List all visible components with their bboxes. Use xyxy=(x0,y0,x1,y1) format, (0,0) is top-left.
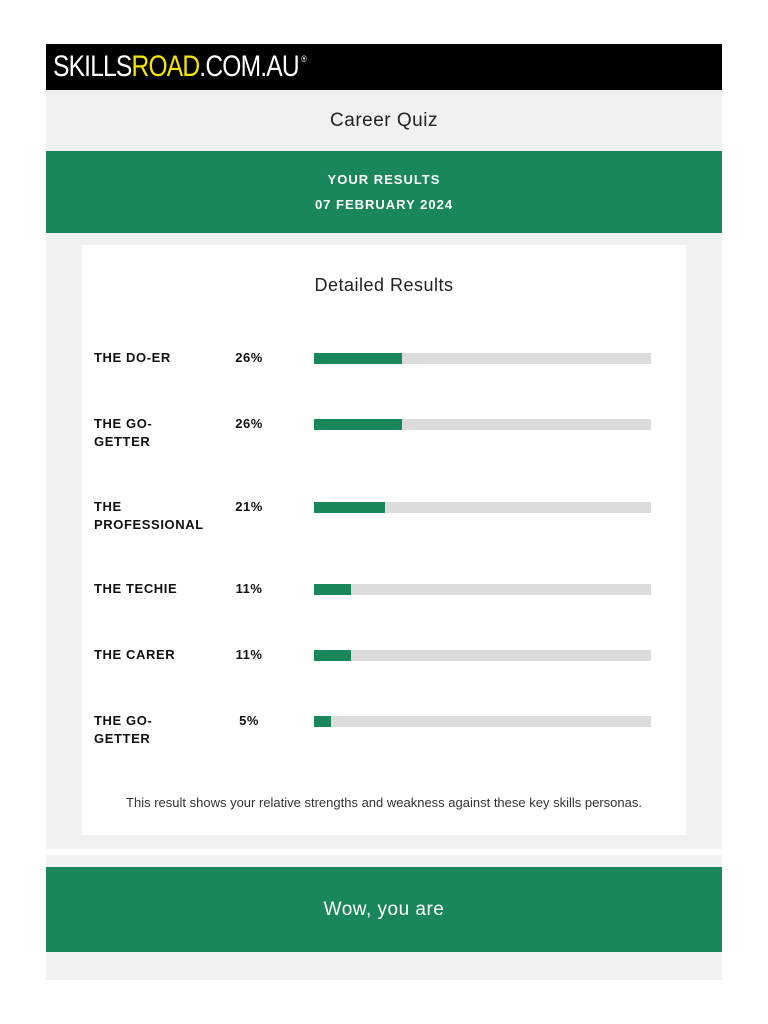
persona-percent: 26% xyxy=(235,416,263,431)
results-panel xyxy=(46,233,722,849)
progress-fill xyxy=(314,650,351,661)
persona-name: THE GO-GETTER xyxy=(94,713,153,746)
progress-track xyxy=(314,353,651,364)
registered-mark: ® xyxy=(301,54,306,64)
results-heading: YOUR RESULTS xyxy=(327,172,441,187)
logo-bar xyxy=(46,44,722,90)
persona-name: THE CARER xyxy=(94,647,176,662)
page-container xyxy=(46,44,722,980)
detailed-results-card xyxy=(82,245,686,835)
persona-name: THE DO-ER xyxy=(94,350,171,365)
persona-percent: 11% xyxy=(235,647,263,662)
logo-text-road: ROAD xyxy=(131,50,200,83)
progress-fill xyxy=(314,353,402,364)
quiz-title: Career Quiz xyxy=(46,90,722,151)
wow-section-top xyxy=(46,855,722,867)
persona-percent: 26% xyxy=(235,350,263,365)
persona-percent: 5% xyxy=(239,713,259,728)
results-banner xyxy=(46,151,722,233)
persona-name: THE TECHIE xyxy=(94,581,178,596)
progress-fill xyxy=(314,584,351,595)
wow-section-bottom xyxy=(46,952,722,980)
results-date: 07 FEBRUARY 2024 xyxy=(314,197,454,212)
logo-text-skills: SKILLS xyxy=(53,50,132,83)
progress-fill xyxy=(314,419,402,430)
progress-fill xyxy=(314,502,385,513)
persona-name: THE PROFESSIONAL xyxy=(94,499,204,532)
wow-banner: Wow, you are xyxy=(46,867,722,952)
persona-percent: 11% xyxy=(235,581,263,596)
persona-percent: 21% xyxy=(235,499,263,514)
site-logo[interactable] xyxy=(53,50,306,84)
progress-track xyxy=(314,584,651,595)
progress-track xyxy=(314,502,651,513)
detailed-results-title: Detailed Results xyxy=(314,275,454,295)
logo-text-domain: .COM.AU xyxy=(199,50,299,83)
persona-name: THE GO-GETTER xyxy=(94,416,153,449)
results-note: This result shows your relative strengths and weakness against these key skills personas. xyxy=(126,795,642,810)
progress-fill xyxy=(314,716,331,727)
progress-track xyxy=(314,716,651,727)
progress-track xyxy=(314,419,651,430)
progress-track xyxy=(314,650,651,661)
